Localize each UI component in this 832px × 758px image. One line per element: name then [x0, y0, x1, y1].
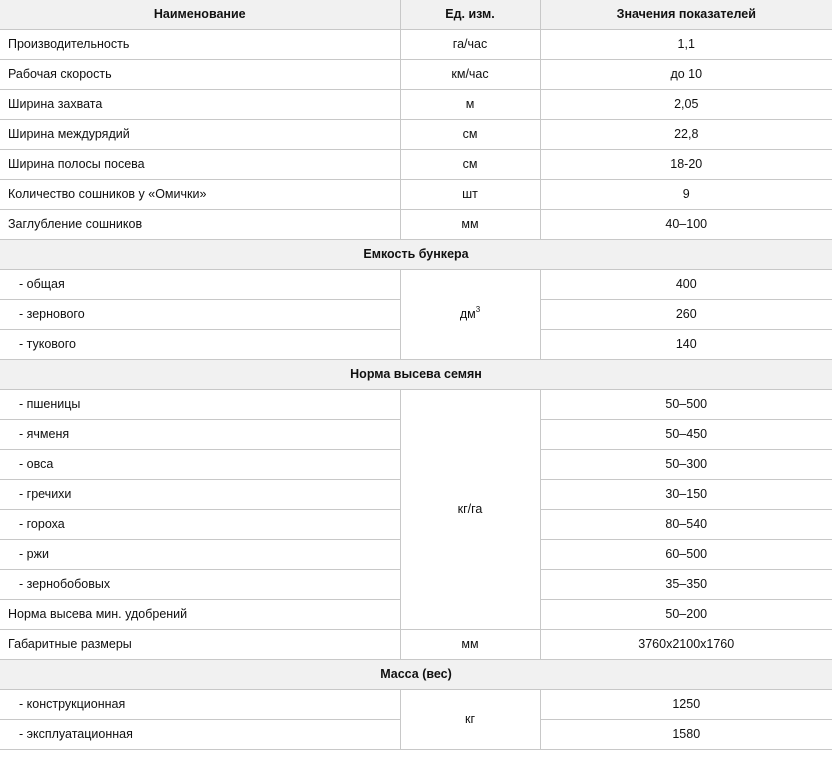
row-name: - тукового — [0, 330, 400, 360]
row-name: - гречихи — [0, 480, 400, 510]
table-row — [0, 630, 832, 660]
table-row — [0, 180, 832, 210]
row-name: - общая — [0, 270, 400, 300]
header-name: Наименование — [0, 0, 400, 30]
table-row — [0, 390, 832, 420]
row-name: - конструкционная — [0, 690, 400, 720]
hopper-unit-superscript: 3 — [475, 304, 481, 314]
row-name: Рабочая скорость — [0, 60, 400, 90]
section-title-seeding: Норма высева семян — [0, 360, 832, 390]
row-value: 50–500 — [540, 390, 832, 420]
header-value: Значения показателей — [540, 0, 832, 30]
row-value: 260 — [540, 300, 832, 330]
row-value: 60–500 — [540, 540, 832, 570]
row-value: 140 — [540, 330, 832, 360]
row-value: 35–350 — [540, 570, 832, 600]
row-name: Габаритные размеры — [0, 630, 400, 660]
row-value: 9 — [540, 180, 832, 210]
row-value: 400 — [540, 270, 832, 300]
section-row-mass — [0, 660, 832, 690]
row-name: Количество сошников у «Омички» — [0, 180, 400, 210]
row-unit: мм — [400, 630, 540, 660]
table-header-row — [0, 0, 832, 30]
row-name: Производительность — [0, 30, 400, 60]
section-row-hopper — [0, 240, 832, 270]
row-name: - зернобобовых — [0, 570, 400, 600]
row-unit: шт — [400, 180, 540, 210]
row-value: 30–150 — [540, 480, 832, 510]
row-name: Норма высева мин. удобрений — [0, 600, 400, 630]
row-value: 1,1 — [540, 30, 832, 60]
row-unit: км/час — [400, 60, 540, 90]
table-row — [0, 690, 832, 720]
table-row — [0, 270, 832, 300]
row-name: Ширина междурядий — [0, 120, 400, 150]
mass-unit: кг — [400, 690, 540, 750]
row-value: 50–300 — [540, 450, 832, 480]
section-title-mass: Масса (вес) — [0, 660, 832, 690]
hopper-unit-cell — [400, 270, 540, 360]
section-row-seeding — [0, 360, 832, 390]
table-row — [0, 60, 832, 90]
row-unit: мм — [400, 210, 540, 240]
row-name: - ржи — [0, 540, 400, 570]
table-row — [0, 120, 832, 150]
table-row — [0, 30, 832, 60]
row-value: 22,8 — [540, 120, 832, 150]
hopper-unit: дм — [459, 306, 476, 321]
row-value: 1250 — [540, 690, 832, 720]
row-value: 2,05 — [540, 90, 832, 120]
seeding-unit: кг/га — [400, 390, 540, 630]
header-unit: Ед. изм. — [400, 0, 540, 30]
row-name: - овса — [0, 450, 400, 480]
row-name: - зернового — [0, 300, 400, 330]
row-name: Ширина полосы посева — [0, 150, 400, 180]
row-value: 18-20 — [540, 150, 832, 180]
table-row — [0, 150, 832, 180]
row-unit: см — [400, 150, 540, 180]
row-unit: м — [400, 90, 540, 120]
table-row — [0, 90, 832, 120]
row-value: 50–200 — [540, 600, 832, 630]
row-name: Заглубление сошников — [0, 210, 400, 240]
row-value: 50–450 — [540, 420, 832, 450]
row-unit: га/час — [400, 30, 540, 60]
row-value: 40–100 — [540, 210, 832, 240]
row-name: Ширина захвата — [0, 90, 400, 120]
row-value: 80–540 — [540, 510, 832, 540]
row-name: - эксплуатационная — [0, 720, 400, 750]
table-row — [0, 210, 832, 240]
row-value: 3760x2100x1760 — [540, 630, 832, 660]
row-value: 1580 — [540, 720, 832, 750]
row-unit: см — [400, 120, 540, 150]
row-name: - гороха — [0, 510, 400, 540]
row-name: - пшеницы — [0, 390, 400, 420]
section-title-hopper: Емкость бункера — [0, 240, 832, 270]
row-value: до 10 — [540, 60, 832, 90]
row-name: - ячменя — [0, 420, 400, 450]
